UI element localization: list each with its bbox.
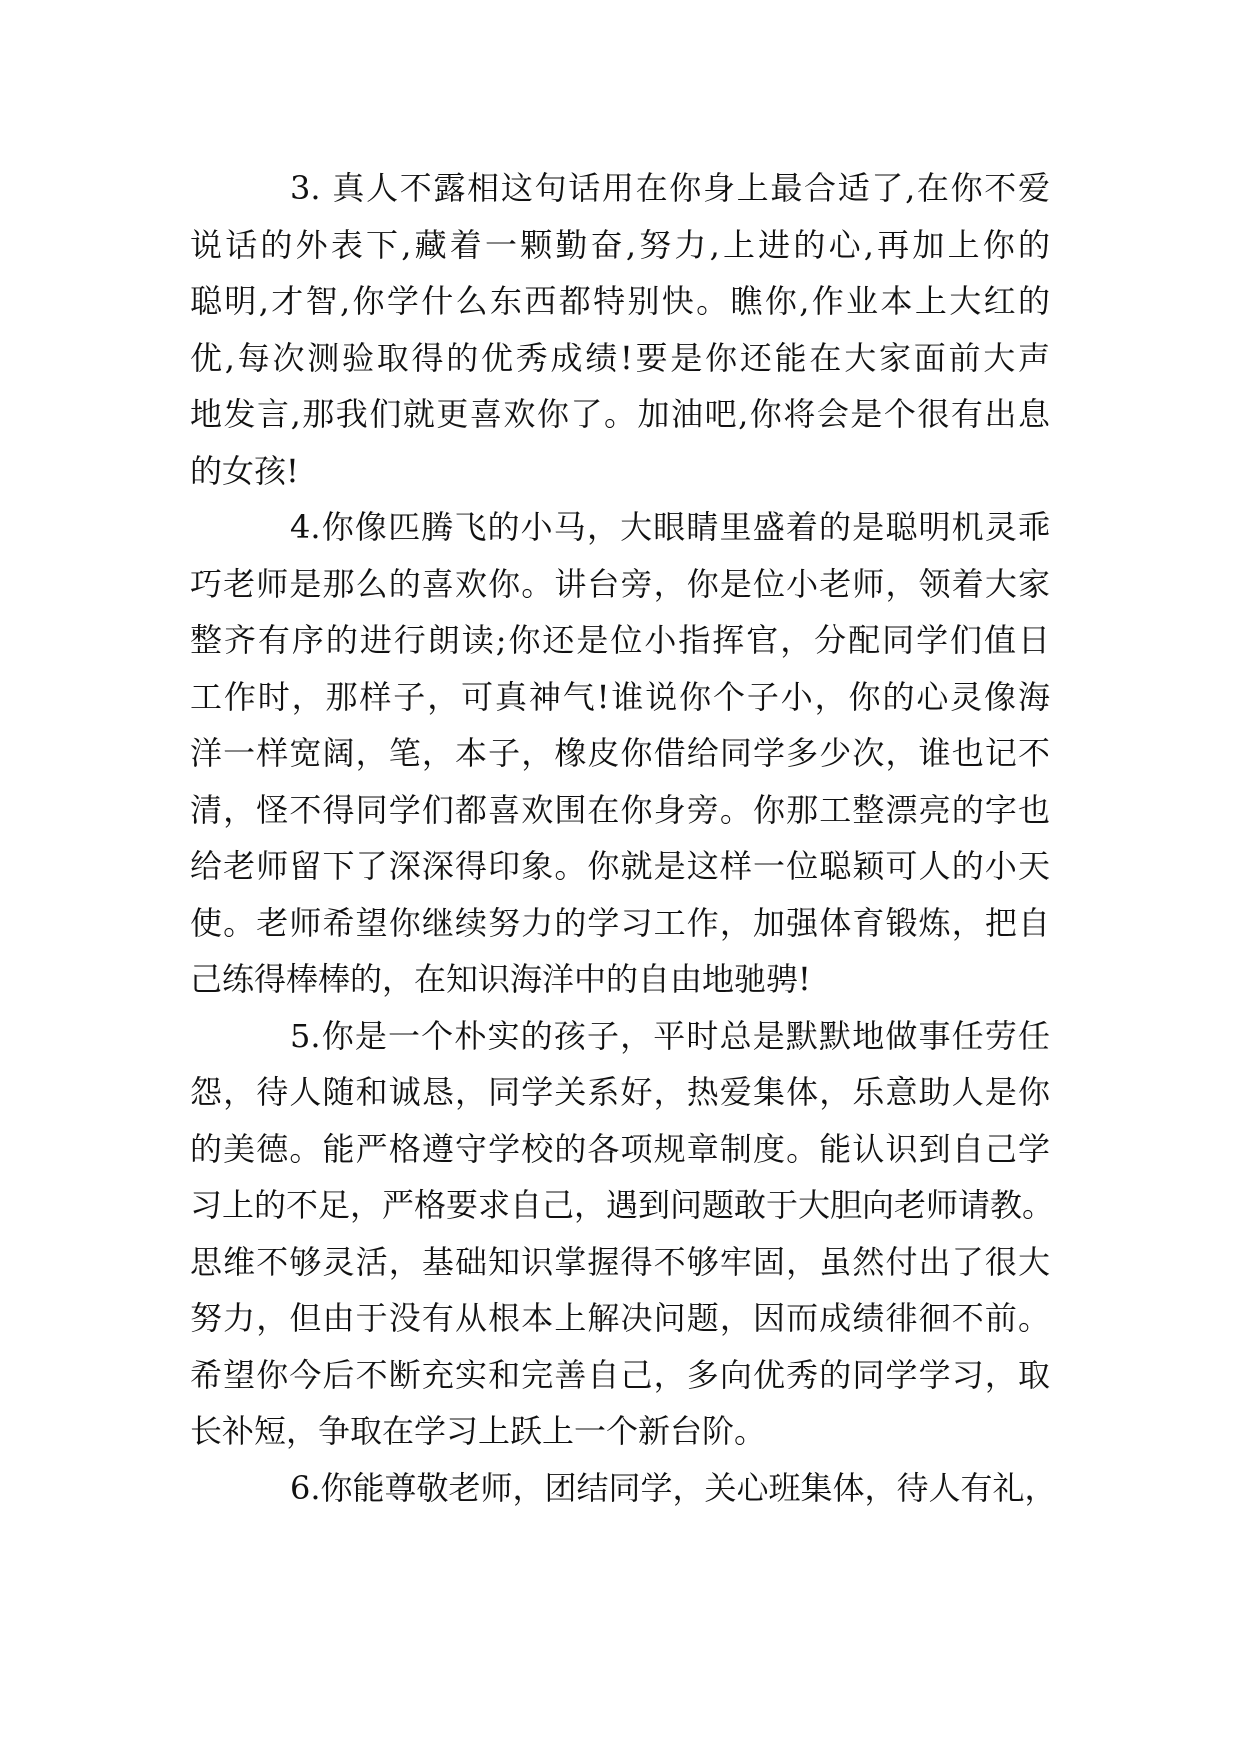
- text-line: 思维不够灵活，基础知识掌握得不够牢固，虽然付出了很大: [190, 1242, 1050, 1281]
- text-line: 3. 真人不露相这句话用在你身上最合适了,在你不爱: [290, 169, 1050, 207]
- text-line: 清，怪不得同学们都喜欢围在你身旁。你那工整漂亮的字也: [190, 790, 1050, 829]
- text-line: 希望你今后不断充实和完善自己，多向优秀的同学学习，取: [190, 1355, 1050, 1394]
- paragraph-5: [190, 1008, 1055, 1460]
- paragraph-4: [190, 499, 1050, 1008]
- text-line: 说话的外表下,藏着一颗勤奋,努力,上进的心,再加上你的: [190, 225, 1050, 264]
- text-line: 给老师留下了深深得印象。你就是这样一位聪颖可人的小天: [190, 847, 1050, 885]
- text-line: 使。老师希望你继续努力的学习工作，加强体育锻炼，把自: [190, 903, 1050, 942]
- text-line: 的美德。能严格遵守学校的各项规章制度。能认识到自己学: [190, 1129, 1050, 1168]
- text-line: 己练得棒棒的，在知识海洋中的自由地驰骋!: [190, 960, 811, 998]
- text-line: 聪明,才智,你学什么东西都特别快。瞧你,作业本上大红的: [190, 282, 1050, 320]
- text-line: 长补短，争取在学习上跃上一个新台阶。: [190, 1412, 767, 1450]
- document-page: [190, 160, 1057, 1516]
- text-line: 洋一样宽阔，笔，本子，橡皮你借给同学多少次，谁也记不: [190, 734, 1050, 772]
- text-line: 巧老师是那么的喜欢你。讲台旁，你是位小老师，领着大家: [190, 564, 1050, 603]
- text-line: 努力，但由于没有从根本上解决问题，因而成绩徘徊不前。: [190, 1299, 1050, 1337]
- text-line: 的女孩!: [190, 451, 299, 490]
- text-line: 6.你能尊敬老师，团结同学，关心班集体，待人有礼，: [290, 1468, 1057, 1507]
- text-line: 优,每次测验取得的优秀成绩!要是你还能在大家面前大声: [190, 338, 1050, 377]
- text-line: 整齐有序的进行朗读;你还是位小指挥官，分配同学们值日: [190, 621, 1050, 659]
- text-line: 怨，待人随和诚恳，同学关系好，热爱集体，乐意助人是你: [190, 1073, 1050, 1111]
- paragraph-3: [190, 160, 1050, 499]
- text-line: 习上的不足，严格要求自己，遇到问题敢于大胆向老师请教。: [190, 1186, 1055, 1224]
- paragraph-6: [190, 1460, 1057, 1517]
- text-line: 地发言,那我们就更喜欢你了。加油吧,你将会是个很有出息: [190, 395, 1050, 433]
- text-line: 4.你像匹腾飞的小马，大眼睛里盛着的是聪明机灵乖: [290, 508, 1050, 546]
- text-line: 工作时，那样子，可真神气!谁说你个子小，你的心灵像海: [190, 677, 1050, 716]
- text-line: 5.你是一个朴实的孩子，平时总是默默地做事任劳任: [290, 1016, 1050, 1055]
